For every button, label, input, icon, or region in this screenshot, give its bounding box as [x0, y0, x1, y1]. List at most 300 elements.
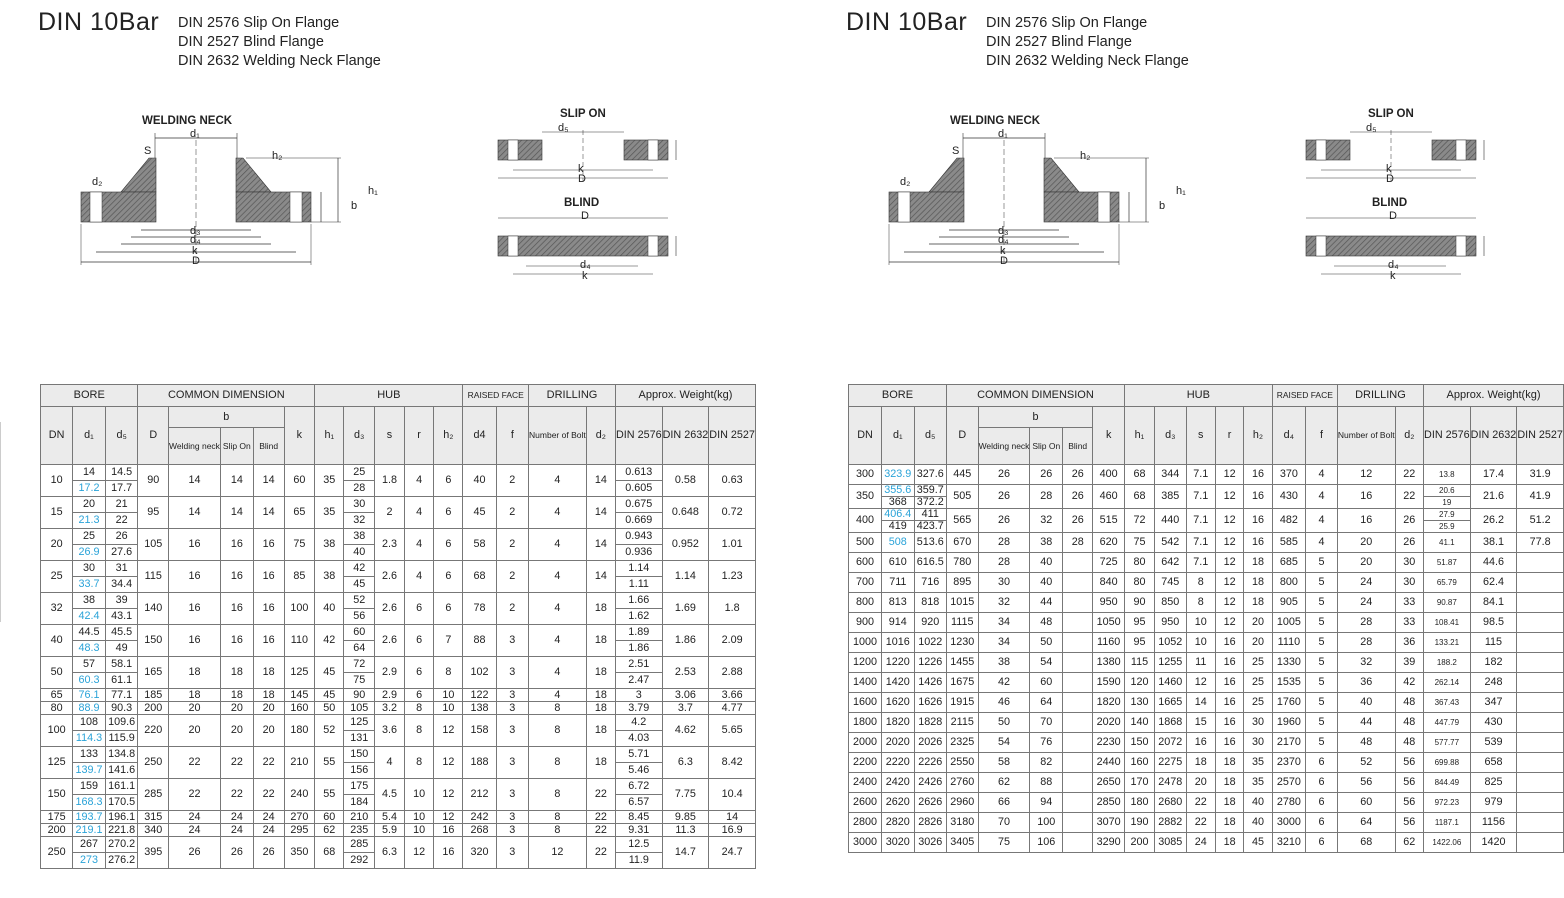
cell-d2: 56: [1395, 813, 1423, 833]
header-drilling: DRILLING: [529, 385, 616, 407]
cell-bs: 82: [1030, 753, 1063, 773]
cell-bw: 75: [978, 833, 1030, 853]
label-d1: d₁: [998, 128, 1008, 140]
header-d1: d₁: [882, 407, 914, 465]
cell-w2632: 3.06: [662, 689, 709, 702]
cell-bb: [1063, 613, 1093, 633]
cell-d5: 77.1: [105, 689, 138, 702]
cell-d5: 170.5: [105, 795, 138, 811]
cell-dn: 150: [41, 779, 73, 811]
cell-w2632: 0.648: [662, 497, 709, 529]
cell-d5: 359.7: [914, 485, 946, 497]
label-h1: h₁: [368, 185, 378, 197]
header-h1: h₁: [1124, 407, 1154, 465]
table-row: [849, 509, 1564, 521]
cell-r: 6: [404, 625, 433, 657]
cell-d3: 105: [344, 702, 375, 715]
cell-w2576: 0.669: [615, 513, 662, 529]
table-row: [41, 657, 756, 673]
cell-dn: 65: [41, 689, 73, 702]
cell-d2: 48: [1395, 733, 1423, 753]
header-b-welding-neck: Welding neck: [169, 428, 221, 465]
cell-bw: 26: [978, 509, 1030, 533]
header-weight-din2527: DIN 2527: [1517, 407, 1564, 465]
cell-d1: 1220: [882, 653, 914, 673]
cell-bb: [1063, 733, 1093, 753]
cell-s: 2.3: [375, 529, 405, 561]
cell-w2632: 248: [1470, 673, 1517, 693]
cell-h2: 18: [1244, 553, 1272, 573]
cell-d1: 610: [882, 553, 914, 573]
cell-D: 315: [138, 811, 169, 824]
cell-h2: 16: [1244, 465, 1272, 485]
cell-h2: 12: [434, 811, 463, 824]
blind-title: BLIND: [564, 197, 600, 209]
cell-bw: 24: [169, 824, 221, 837]
cell-k: 1590: [1093, 673, 1125, 693]
cell-s: 16: [1186, 733, 1215, 753]
cell-dn: 200: [41, 824, 73, 837]
cell-d5: 2226: [914, 753, 946, 773]
cell-d4: 1110: [1272, 633, 1305, 653]
table-row: [41, 779, 756, 795]
cell-f: 6: [1306, 813, 1338, 833]
cell-bw: 22: [169, 747, 221, 779]
cell-bb: 22: [253, 747, 284, 779]
cell-s: 5.9: [375, 824, 405, 837]
cell-h2: 30: [1244, 713, 1272, 733]
cell-w2632: 38.1: [1470, 533, 1517, 553]
blind-drawing: [1304, 210, 1504, 290]
cell-d2: 22: [586, 837, 615, 869]
cell-w2576: 367.43: [1424, 693, 1471, 713]
cell-bw: 34: [978, 613, 1030, 633]
cell-nb: 48: [1337, 733, 1395, 753]
cell-r: 12: [404, 837, 433, 869]
cell-d5: 2426: [914, 773, 946, 793]
table-row: [41, 747, 756, 763]
cell-d2: 33: [1395, 593, 1423, 613]
cell-d4: 242: [463, 811, 496, 824]
header-d1: d₁: [73, 407, 106, 465]
cell-w2527: 16.9: [709, 824, 756, 837]
cell-d3: 1052: [1155, 633, 1187, 653]
cell-d5: 2826: [914, 813, 946, 833]
cell-bs: 94: [1030, 793, 1063, 813]
cell-dn: 1600: [849, 693, 882, 713]
cell-d4: 905: [1272, 593, 1305, 613]
cell-d3: 1868: [1155, 713, 1187, 733]
cell-d2: 26: [1395, 509, 1423, 533]
cell-h1: 68: [315, 837, 344, 869]
header-b-blind: Blind: [253, 428, 284, 465]
cell-w2576: 0.675: [615, 497, 662, 513]
cell-w2576: 699.88: [1424, 753, 1471, 773]
cell-d1: 2220: [882, 753, 914, 773]
cell-f: 3: [496, 657, 528, 689]
cell-w2527: [1517, 733, 1564, 753]
label-h2: h₂: [1080, 150, 1091, 162]
cell-d4: 88: [463, 625, 496, 657]
cell-w2527: [1517, 773, 1564, 793]
cell-nb: 20: [1337, 553, 1395, 573]
cell-r: 6: [404, 689, 433, 702]
slip-on-title: SLIP ON: [560, 108, 606, 120]
cell-h1: 62: [315, 824, 344, 837]
cell-d4: 2570: [1272, 773, 1305, 793]
cell-s: 5.4: [375, 811, 405, 824]
page-edge-line: [0, 422, 1, 622]
cell-d2: 22: [1395, 465, 1423, 485]
cell-dn: 350: [849, 485, 882, 509]
cell-nb: 64: [1337, 813, 1395, 833]
cell-d1: 193.7: [73, 811, 106, 824]
cell-h1: 72: [1124, 509, 1154, 533]
cell-nb: 12: [1337, 465, 1395, 485]
label-blind-k: k: [1390, 270, 1396, 282]
cell-dn: 250: [41, 837, 73, 869]
cell-bs: 24: [220, 811, 253, 824]
cell-d2: 30: [1395, 573, 1423, 593]
cell-w2527: [1517, 833, 1564, 853]
cell-k: 2850: [1093, 793, 1125, 813]
cell-h2: 16: [434, 837, 463, 869]
header-d3: d₃: [344, 407, 375, 465]
cell-bs: 14: [220, 465, 253, 497]
welding-neck-drawing: [76, 120, 376, 300]
welding-neck-drawing: [884, 120, 1184, 300]
cell-dn: 100: [41, 715, 73, 747]
header-bore: BORE: [41, 385, 138, 407]
cell-d3: 125: [344, 715, 375, 731]
cell-w2576: 0.605: [615, 481, 662, 497]
cell-w2527: 77.8: [1517, 533, 1564, 553]
cell-f: 5: [1306, 553, 1338, 573]
cell-bw: 30: [978, 573, 1030, 593]
cell-s: 20: [1186, 773, 1215, 793]
cell-w2527: 2.09: [709, 625, 756, 657]
cell-d3: 2882: [1155, 813, 1187, 833]
cell-d1: 133: [73, 747, 106, 763]
cell-k: 840: [1093, 573, 1125, 593]
cell-r: 12: [1215, 593, 1243, 613]
welding-neck-title: WELDING NECK: [950, 115, 1041, 127]
cell-d1: 108: [73, 715, 106, 731]
cell-h2: 8: [434, 657, 463, 689]
cell-nb: 8: [529, 747, 587, 779]
label-d4: d₄: [998, 234, 1009, 246]
cell-bw: 28: [978, 553, 1030, 573]
cell-d5: 3026: [914, 833, 946, 853]
cell-w2576: 1.11: [615, 577, 662, 593]
table-row: [41, 497, 756, 513]
cell-w2576: 0.936: [615, 545, 662, 561]
cell-h1: 35: [315, 497, 344, 529]
cell-bs: 18: [220, 657, 253, 689]
standard-slip-on: DIN 2576 Slip On Flange: [178, 15, 340, 31]
header-b-welding-neck: Welding neck: [978, 428, 1030, 465]
cell-r: 18: [1215, 813, 1243, 833]
cell-k: 3070: [1093, 813, 1125, 833]
cell-nb: 20: [1337, 533, 1395, 553]
cell-dn: 10: [41, 465, 73, 497]
cell-D: 1230: [946, 633, 978, 653]
cell-d5: 43.1: [105, 609, 138, 625]
table-row: [849, 733, 1564, 753]
cell-k: 210: [284, 747, 315, 779]
header-f: f: [1306, 407, 1338, 465]
cell-d5: 423.7: [914, 521, 946, 533]
cell-d5: 2026: [914, 733, 946, 753]
cell-dn: 1800: [849, 713, 882, 733]
cell-s: 12: [1186, 673, 1215, 693]
cell-r: 10: [404, 824, 433, 837]
cell-d3: 950: [1155, 613, 1187, 633]
cell-d5: 109.6: [105, 715, 138, 731]
cell-h2: 20: [1244, 633, 1272, 653]
cell-f: 2: [496, 465, 528, 497]
cell-D: 2550: [946, 753, 978, 773]
cell-h2: 35: [1244, 753, 1272, 773]
cell-w2632: 2.53: [662, 657, 709, 689]
cell-w2632: 3.7: [662, 702, 709, 715]
cell-bb: 26: [253, 837, 284, 869]
cell-bb: [1063, 793, 1093, 813]
flange-dimension-table: [40, 384, 756, 869]
cell-nb: 16: [1337, 509, 1395, 533]
cell-bs: 40: [1030, 553, 1063, 573]
cell-d3: 2072: [1155, 733, 1187, 753]
cell-h2: 12: [434, 779, 463, 811]
cell-d2: 36: [1395, 633, 1423, 653]
cell-h2: 12: [434, 747, 463, 779]
cell-d5: 920: [914, 613, 946, 633]
cell-h1: 200: [1124, 833, 1154, 853]
cell-h2: 6: [434, 497, 463, 529]
cell-k: 75: [284, 529, 315, 561]
cell-d4: 320: [463, 837, 496, 869]
cell-dn: 20: [41, 529, 73, 561]
cell-d5: 39: [105, 593, 138, 609]
cell-s: 2.6: [375, 561, 405, 593]
cell-h2: 18: [1244, 593, 1272, 613]
standard-welding-neck: DIN 2632 Welding Neck Flange: [178, 53, 381, 69]
cell-d5: 90.3: [105, 702, 138, 715]
cell-bs: 22: [220, 779, 253, 811]
label-blind-D: D: [581, 210, 589, 222]
cell-f: 5: [1306, 633, 1338, 653]
cell-d4: 188: [463, 747, 496, 779]
header-d5: d₅: [105, 407, 138, 465]
cell-bw: 34: [978, 633, 1030, 653]
header-common-dimension: COMMON DIMENSION: [138, 385, 315, 407]
cell-dn: 600: [849, 553, 882, 573]
cell-f: 5: [1306, 613, 1338, 633]
cell-d5: 270.2: [105, 837, 138, 853]
cell-f: 2: [496, 561, 528, 593]
cell-bb: 26: [1063, 465, 1093, 485]
cell-w2576: 6.72: [615, 779, 662, 795]
cell-D: 3180: [946, 813, 978, 833]
cell-d1: 159: [73, 779, 106, 795]
cell-bs: 16: [220, 625, 253, 657]
cell-bs: 32: [1030, 509, 1063, 533]
cell-w2576: 2.51: [615, 657, 662, 673]
table-row: [849, 465, 1564, 485]
cell-bw: 26: [169, 837, 221, 869]
cell-D: 2760: [946, 773, 978, 793]
cell-D: 3405: [946, 833, 978, 853]
cell-d4: 585: [1272, 533, 1305, 553]
cell-w2576: 108.41: [1424, 613, 1471, 633]
standards-list: [178, 14, 381, 71]
cell-d2: 18: [586, 747, 615, 779]
cell-d2: 56: [1395, 773, 1423, 793]
cell-D: 780: [946, 553, 978, 573]
cell-D: 115: [138, 561, 169, 593]
cell-bs: 106: [1030, 833, 1063, 853]
header-r: r: [1215, 407, 1243, 465]
table-row: [41, 715, 756, 731]
cell-d3: 30: [344, 497, 375, 513]
cell-d5: 1426: [914, 673, 946, 693]
cell-dn: 15: [41, 497, 73, 529]
cell-dn: 32: [41, 593, 73, 625]
cell-d2: 22: [586, 811, 615, 824]
cell-h2: 10: [434, 702, 463, 715]
cell-bw: 18: [169, 689, 221, 702]
cell-d5: 1226: [914, 653, 946, 673]
cell-bs: 70: [1030, 713, 1063, 733]
standards-list: [986, 14, 1189, 71]
cell-w2632: 1.86: [662, 625, 709, 657]
cell-f: 6: [1306, 833, 1338, 853]
cell-d2: 30: [1395, 553, 1423, 573]
cell-w2576: 4.2: [615, 715, 662, 731]
label-D: D: [1000, 255, 1008, 267]
cell-bb: [1063, 573, 1093, 593]
cell-bw: 42: [978, 673, 1030, 693]
cell-bw: 24: [169, 811, 221, 824]
cell-s: 11: [1186, 653, 1215, 673]
cell-nb: 12: [529, 837, 587, 869]
cell-D: 1915: [946, 693, 978, 713]
cell-k: 270: [284, 811, 315, 824]
cell-d4: 685: [1272, 553, 1305, 573]
cell-d3: 1460: [1155, 673, 1187, 693]
cell-d5: 2626: [914, 793, 946, 813]
cell-nb: 40: [1337, 693, 1395, 713]
cell-f: 3: [496, 811, 528, 824]
cell-h1: 115: [1124, 653, 1154, 673]
cell-bb: 18: [253, 689, 284, 702]
cell-d1: 60.3: [73, 673, 106, 689]
label-s: S: [952, 145, 960, 157]
cell-d2: 18: [586, 689, 615, 702]
cell-bw: 22: [169, 779, 221, 811]
cell-h1: 80: [1124, 573, 1154, 593]
cell-r: 18: [1215, 793, 1243, 813]
cell-d4: 212: [463, 779, 496, 811]
cell-bw: 58: [978, 753, 1030, 773]
header-d4: d4: [463, 407, 496, 465]
cell-r: 4: [404, 561, 433, 593]
cell-d3: 32: [344, 513, 375, 529]
label-s: S: [144, 145, 152, 157]
cell-k: 1160: [1093, 633, 1125, 653]
cell-bw: 62: [978, 773, 1030, 793]
cell-nb: 4: [529, 497, 587, 529]
cell-f: 4: [1306, 485, 1338, 509]
cell-h1: 38: [315, 561, 344, 593]
cell-r: 6: [404, 657, 433, 689]
cell-w2527: 1.01: [709, 529, 756, 561]
cell-h2: 6: [434, 593, 463, 625]
cell-d2: 42: [1395, 673, 1423, 693]
cell-bw: 16: [169, 561, 221, 593]
cell-s: 2.6: [375, 593, 405, 625]
cell-w2632: 1.14: [662, 561, 709, 593]
brand-title: DIN 10Bar: [846, 8, 968, 36]
flange-dimension-table: [848, 384, 1564, 853]
cell-dn: 400: [849, 509, 882, 533]
cell-bw: 20: [169, 715, 221, 747]
label-d3: d₃: [998, 225, 1009, 237]
cell-w2576: 90.87: [1424, 593, 1471, 613]
header-b-slip-on: Slip On: [220, 428, 253, 465]
header-weight: Approx. Weight(kg): [615, 385, 755, 407]
cell-w2632: 115: [1470, 633, 1517, 653]
cell-w2527: [1517, 653, 1564, 673]
cell-bw: 54: [978, 733, 1030, 753]
cell-d1: 114.3: [73, 731, 106, 747]
cell-bs: 48: [1030, 613, 1063, 633]
cell-d4: 800: [1272, 573, 1305, 593]
cell-w2576: 5.71: [615, 747, 662, 763]
cell-D: 670: [946, 533, 978, 553]
cell-w2576: 1.14: [615, 561, 662, 577]
table-row: [849, 753, 1564, 773]
cell-w2527: 1.8: [709, 593, 756, 625]
cell-d4: 3000: [1272, 813, 1305, 833]
cell-d5: 26: [105, 529, 138, 545]
cell-d5: 1828: [914, 713, 946, 733]
cell-bb: [1063, 833, 1093, 853]
header-hub: HUB: [315, 385, 463, 407]
brand-title: DIN 10Bar: [38, 8, 160, 36]
cell-w2576: 41.1: [1424, 533, 1471, 553]
cell-r: 4: [404, 529, 433, 561]
header-dn: DN: [849, 407, 882, 465]
header-b-blind: Blind: [1063, 428, 1093, 465]
cell-k: 145: [284, 689, 315, 702]
header-r: r: [404, 407, 433, 465]
label-slip-D: D: [1386, 173, 1394, 185]
cell-nb: 4: [529, 529, 587, 561]
cell-w2632: 17.4: [1470, 465, 1517, 485]
cell-bs: 14: [220, 497, 253, 529]
cell-d3: 90: [344, 689, 375, 702]
cell-nb: 4: [529, 465, 587, 497]
cell-d3: 542: [1155, 533, 1187, 553]
cell-d3: 38: [344, 529, 375, 545]
cell-bs: 16: [220, 561, 253, 593]
cell-bs: 76: [1030, 733, 1063, 753]
cell-d2: 14: [586, 529, 615, 561]
cell-h1: 140: [1124, 713, 1154, 733]
label-D: D: [192, 255, 200, 267]
flange-drawings: [884, 100, 1534, 300]
